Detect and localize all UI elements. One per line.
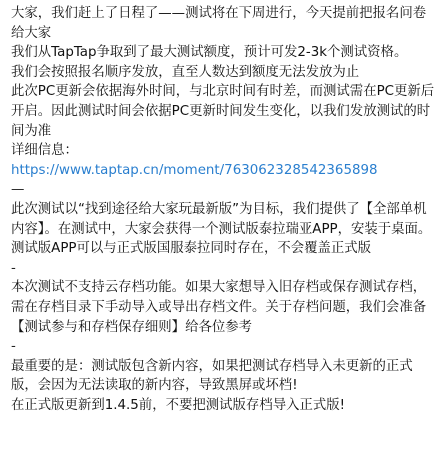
- separator-hyphen: -: [11, 260, 16, 276]
- post-paragraph-intro: 大家，我们赶上了日程了——测试将在下周进行，今天提前把报名问卷给大家: [11, 6, 427, 41]
- post-paragraph-timing: 此次PC更新会依据海外时间，与北京时间有时差，而测试需在PC更新后开启。因此测试时间会依据PC更新时间发生变化，以我们发放测试的时间为准: [11, 84, 435, 139]
- post-paragraph-quota: 我们从TapTap争取到了最大测试额度，预计可发2-3k个测试资格。: [11, 45, 408, 61]
- post-paragraph-content: 此次测试以“找到途径给大家玩最新版”为目标，我们提供了【全部单机内容】。在测试中，大家会获得一个测试版泰拉瑞亚APP，安装于桌面。测试版APP可以与正式版国服泰拉同时存在，不会覆盖正式版: [11, 201, 432, 257]
- post-paragraph-savefiles: 本次测试不支持云存档功能。如果大家想导入旧存档或保存测试存档，需在存档目录下手动导入或导出存档文件。关于存档问题，我们会准备【测试参与和存档保存细则】给各位参考: [11, 280, 427, 335]
- post-paragraph-order: 我们会按照报名顺序发放，直至人数达到额度无法发放为止: [11, 64, 360, 80]
- separator-dash: —: [11, 182, 25, 198]
- separator-hyphen: -: [11, 339, 16, 355]
- taptap-moment-link[interactable]: https://www.taptap.cn/moment/763062328542365898: [11, 162, 378, 178]
- post-paragraph-warning: 最重要的是：测试版包含新内容，如果把测试存档导入未更新的正式版，会因为无法读取的新内容，导致黑屏或坏档!: [11, 358, 413, 394]
- post-paragraph-final-warning: 在正式版更新到1.4.5前，不要把测试版存档导入正式版!: [11, 397, 346, 413]
- details-label: 详细信息：: [11, 143, 78, 159]
